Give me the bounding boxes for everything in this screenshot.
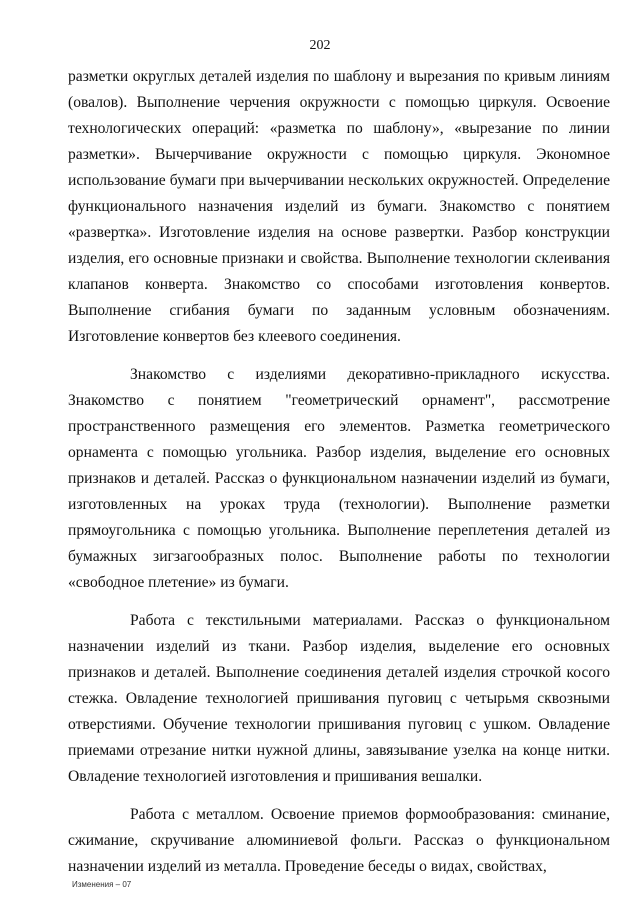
paragraph-textile: Работа с текстильными материалами. Рассказ о функциональном назначении изделий из ткани. Разбор изделия, выделение его основных признаков и деталей. Выполнение соединения деталей изделия строчкой косого стежка. Овладение технологией пришивания пуговиц с четырьмя сквозными отверстиями. Обучение технологии пришивания пуговиц с ушком. Овладение приемами отрезание нитки нужной длины, завязывание узелка на конце нитки. Овладение технологией изготовления и пришивания вешалки. <box>68 612 610 785</box>
revision-footer: Изменения – 07 <box>72 880 132 889</box>
page-number: 202 <box>309 38 331 53</box>
paragraph-decorative-arts: Знакомство с изделиями декоративно-прикладного искусства. Знакомство с понятием "геометрический орнамент", рассмотрение пространственного размещения его элементов. Разметка геометрического орнамента с помощью угольника. Разбор изделия, выделение его основных признаков и деталей. Рассказ о функциональном назначении изделий из бумаги, изготовленных на уроках труда (технологии). Выполнение разметки прямоугольника с помощью угольника. Выполнение переплетения деталей из бумажных зигзагообразных полос. Выполнение работы по технологии «свободное плетение» из бумаги. <box>68 366 610 591</box>
paragraph-metal: Работа с металлом. Освоение приемов формообразования: сминание, сжимание, скручивание алюминиевой фольги. Рассказ о функциональном назначении изделий из металла. Проведение беседы о видах, свойствах, <box>68 806 610 875</box>
paragraph-continuation: разметки округлых деталей изделия по шаблону и вырезания по кривым линиям (овалов). Выполнение черчения окружности с помощью циркуля. Освоение технологических операций: «разметка по шаблону», «вырезание по линии разметки». Вычерчивание окружности с помощью циркуля. Экономное использование бумаги при вычерчивании нескольких окружностей. Определение функционального назначения изделий из бумаги. Знакомство с понятием «развертка». Изготовление изделия на основе развертки. Разбор конструкции изделия, его основные признаки и свойства. Выполнение технологии склеивания клапанов конверта. Знакомство со способами изготовления конвертов. Выполнение сгибания бумаги по заданным условным обозначениям. Изготовление конвертов без клеевого соединения. <box>68 68 610 345</box>
document-body <box>68 64 610 892</box>
